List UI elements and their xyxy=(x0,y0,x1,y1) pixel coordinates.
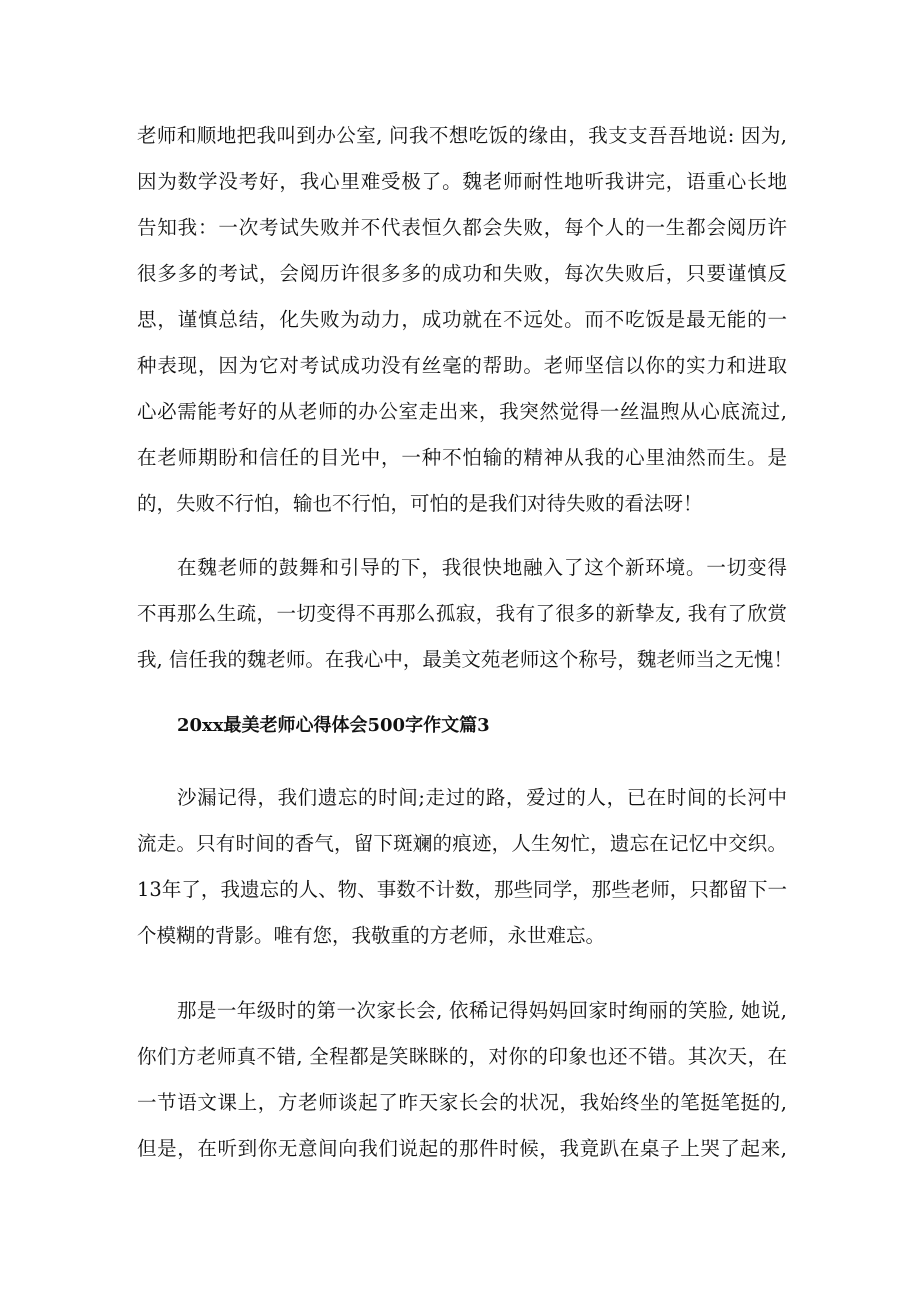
text-line: 一节语文课上，方老师谈起了昨天家长会的状况，我始终坐的笔挺笔挺的, xyxy=(137,1091,787,1114)
text-line: 思，谨慎总结，化失败为动力，成功就在不远处。而不吃饭是最无能的一 xyxy=(137,308,787,331)
section-heading: 20xx最美老师心得体会500字作文篇3 xyxy=(177,715,490,736)
text-line: 在魏老师的鼓舞和引导的下，我很快地融入了这个新环境。一切变得 xyxy=(177,556,787,579)
text-line: 心必需能考好的从老师的办公室走出来，我突然觉得一丝温煦从心底流过, xyxy=(137,400,787,423)
text-line: 因为数学没考好，我心里难受极了。魏老师耐性地听我讲完，语重心长地 xyxy=(137,170,787,193)
text-line: 个模糊的背影。唯有您，我敬重的方老师，永世难忘。 xyxy=(137,924,606,947)
text-line: 老师和顺地把我叫到办公室, 问我不想吃饭的缘由，我支支吾吾地说: 因为, xyxy=(137,124,787,147)
paragraph-1 xyxy=(137,113,787,527)
text-line: 流走。只有时间的香气，留下斑斓的痕迹，人生匆忙，遗忘在记忆中交织。 xyxy=(137,832,787,855)
paragraph-3 xyxy=(137,775,787,959)
text-line: 但是，在听到你无意间向我们说起的那件时候，我竟趴在桌子上哭了起来, xyxy=(137,1137,787,1160)
text-line: 很多多的考试，会阅历许很多多的成功和失败，每次失败后，只要谨慎反 xyxy=(137,262,787,285)
text-line: 不再那么生疏，一切变得不再那么孤寂，我有了很多的新挚友, 我有了欣赏 xyxy=(137,602,787,625)
text-line: 的，失败不行怕，输也不行怕，可怕的是我们对待失败的看法呀！ xyxy=(137,492,703,515)
paragraph-4 xyxy=(137,988,787,1172)
text-line: 告知我：一次考试失败并不代表恒久都会失败，每个人的一生都会阅历许 xyxy=(137,216,787,239)
text-line: 在老师期盼和信任的目光中，一种不怕输的精神从我的心里油然而生。是 xyxy=(137,446,787,469)
paragraph-2 xyxy=(137,545,793,683)
text-line: 我, 信任我的魏老师。在我心中，最美文苑老师这个称号，魏老师当之无愧！ xyxy=(137,648,793,671)
text-line: 你们方老师真不错, 全程都是笑眯眯的，对你的印象也还不错。其次天，在 xyxy=(137,1045,787,1068)
text-line: 那是一年级时的第一次家长会, 依稀记得妈妈回家时绚丽的笑脸, 她说, xyxy=(177,999,787,1022)
text-line: 13年了，我遗忘的人、物、事数不计数，那些同学，那些老师，只都留下一 xyxy=(137,878,787,901)
text-line: 种表现，因为它对考试成功没有丝毫的帮助。老师坚信以你的实力和进取 xyxy=(137,354,787,377)
text-line: 沙漏记得，我们遗忘的时间;走过的路，爱过的人，已在时间的长河中 xyxy=(177,786,787,809)
